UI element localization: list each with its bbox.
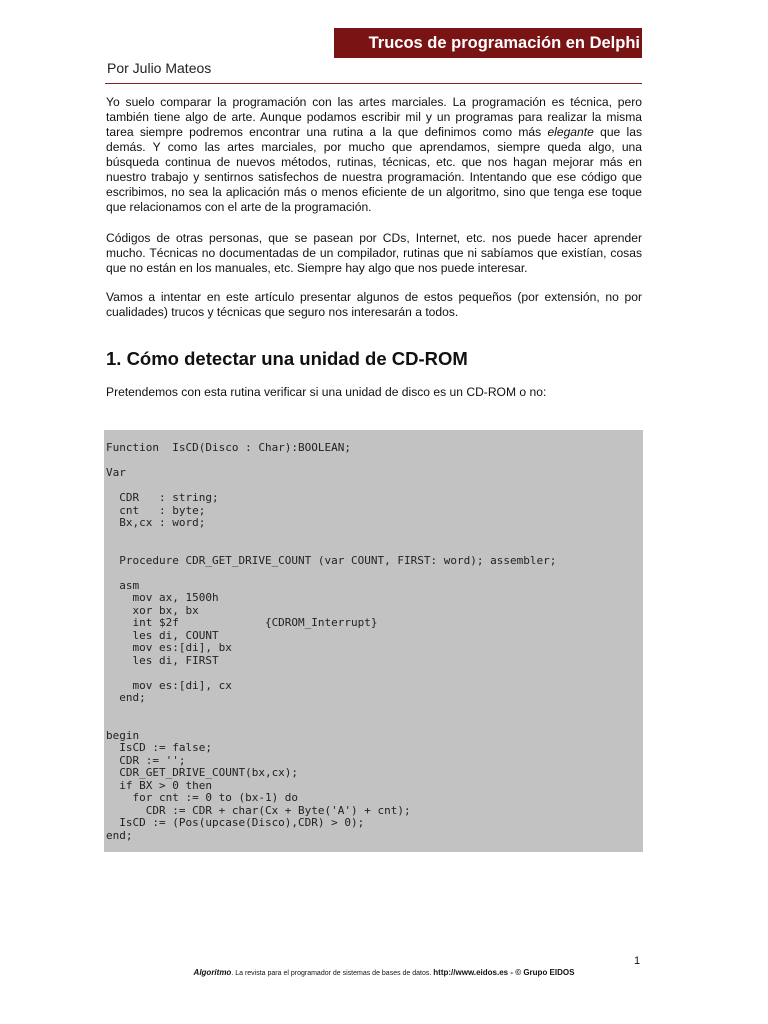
intro-paragraph-1-end: que las demás. Y como las artes marciales, por mucho que aprendamos, siempre queda algo, una búsqueda continua de nuevos métodos, rutinas, técnicas, etc. que nos hagan mejorar más en nuestro trabajo y sentirnos satisfechos de nuestra programación. Intentando que ese código que escribimos, no sea la aplicación más o menos eficiente de un algoritmo, sino que tenga ese toque que relacionamos con el arte de la programación. bbox=[106, 125, 642, 214]
code-listing: Function IsCD(Disco : Char):BOOLEAN; Var CDR : string; cnt : byte; Bx,cx : word; Procedure CDR_GET_DRIVE_COUNT (var COUNT, FIRST: word); assembler; asm mov ax, 1500h xor bx, bx int $2f {CDROM_Interrupt} les di, COUNT mov es:[di], bx les di, FIRST mov es:[di], cx end; begin IsCD := false; CDR := ''; CDR_GET_DRIVE_COUNT(bx,cx); if BX > 0 then for cnt := 0 to (bx-1) do CDR := CDR + char(Cx + Byte('A') + cnt); IsCD := (Pos(upcase(Disco),CDR) > 0); end; bbox=[106, 441, 557, 842]
footer-tagline: . La revista para el programador de sistemas de bases de datos. bbox=[231, 970, 434, 977]
intro-paragraph-3: Vamos a intentar en este artículo presentar algunos de estos pequeños (por extensión, no por cualidades) trucos y técnicas que seguro nos interesarán a todos. bbox=[106, 290, 642, 319]
footer-url-credit: http://www.eidos.es - © Grupo EIDOS bbox=[433, 968, 575, 977]
page-number: 1 bbox=[634, 955, 641, 967]
author-byline: Por Julio Mateos bbox=[107, 60, 212, 76]
page-footer bbox=[0, 968, 768, 977]
document-title: Trucos de programación en Delphi bbox=[368, 33, 640, 52]
intro-paragraph-1 bbox=[106, 95, 642, 215]
section-1-description: Pretendemos con esta rutina verificar si una unidad de disco es un CD-ROM o no: bbox=[106, 385, 547, 399]
footer-brand: Algoritmo bbox=[193, 968, 232, 977]
intro-paragraph-2: Códigos de otras personas, que se pasean por CDs, Internet, etc. nos puede hacer aprender mucho. Técnicas no documentadas de un compilador, rutinas que ni sabíamos que existían, cosas que no están en los manuales, etc. Siempre hay algo que nos puede interesar. bbox=[106, 231, 642, 275]
header-divider bbox=[105, 83, 642, 84]
section-1-heading: 1. Cómo detectar una unidad de CD-ROM bbox=[106, 348, 468, 369]
emphasis-elegante: elegante bbox=[547, 125, 594, 139]
intro-paragraph-1-start: Yo suelo comparar la programación con las artes marciales. La programación es técnica, pero también tiene algo de arte. Aunque podamos escribir mil y un programas para realizar la misma tarea siempre podremos encontrar una rutina a la que definimos como más bbox=[106, 95, 642, 139]
document-title-banner bbox=[334, 28, 642, 58]
